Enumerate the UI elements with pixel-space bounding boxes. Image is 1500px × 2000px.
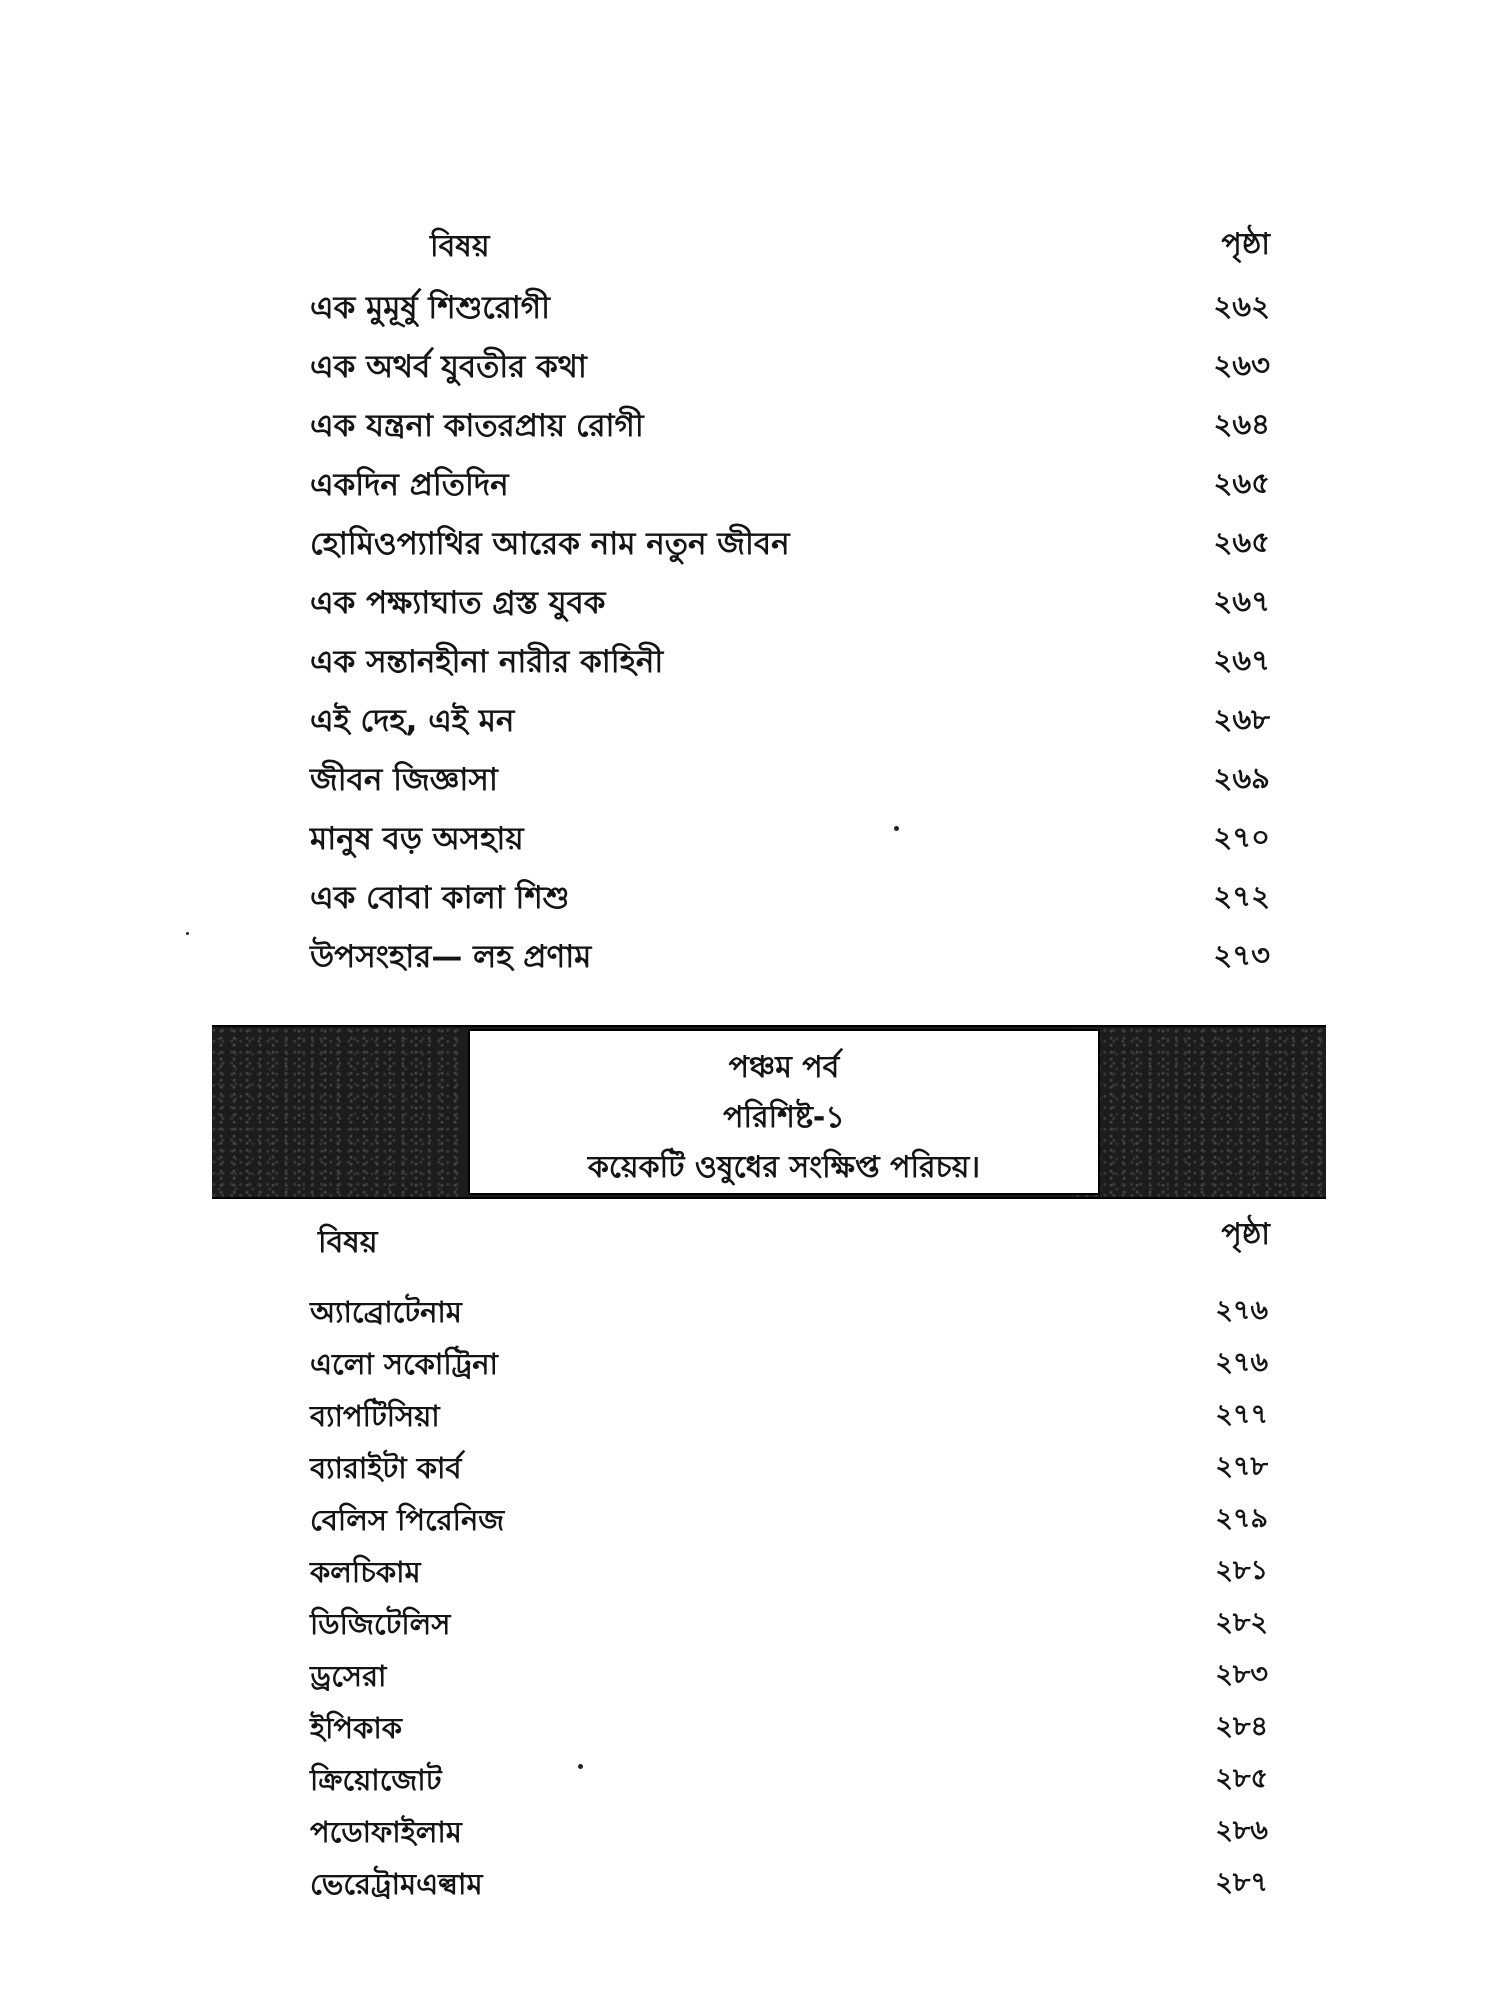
list-item (0, 756, 1500, 804)
scan-speck (578, 1764, 583, 1769)
list-item (0, 815, 1500, 863)
list-item (0, 1290, 1500, 1338)
entry-page: ২৮৪ (1215, 1711, 1268, 1742)
entry-title: এই দেহ, এই মন (310, 703, 515, 739)
entry-page: ২৮৭ (1215, 1867, 1268, 1898)
entry-title: ব্যারাইটা কার্ব (310, 1451, 462, 1485)
banner-texture-right (1076, 1027, 1326, 1197)
section1-header-page: পৃষ্ঠা (1221, 227, 1270, 262)
entry-page: ২৮৩ (1215, 1659, 1268, 1690)
entry-title: ডিজিটেলিস (310, 1607, 451, 1641)
list-item (0, 461, 1500, 509)
entry-title: অ্যাব্রোটেনাম (310, 1295, 462, 1329)
entry-title: এক বোবা কালা শিশু (310, 880, 570, 916)
entry-page: ২৬৩ (1213, 348, 1270, 382)
list-item (0, 933, 1500, 981)
banner-texture-left (212, 1027, 462, 1197)
entry-page: ২৬৫ (1213, 466, 1270, 500)
list-item (0, 1498, 1500, 1546)
section1-header-topic: বিষয় (430, 229, 490, 264)
list-item (0, 520, 1500, 568)
list-item (0, 1602, 1500, 1650)
entry-page: ২৮২ (1215, 1607, 1268, 1638)
entry-page: ২৭২ (1213, 879, 1270, 913)
list-item (0, 284, 1500, 332)
list-item (0, 638, 1500, 686)
banner-title-box (468, 1029, 1100, 1195)
entry-page: ২৮৫ (1215, 1763, 1268, 1794)
list-item (0, 1810, 1500, 1858)
entry-page: ২৭০ (1213, 820, 1270, 854)
entry-title: ইপিকাক (310, 1711, 403, 1745)
entry-page: ২৭৬ (1215, 1347, 1268, 1378)
entry-page: ২৬৯ (1213, 761, 1270, 795)
entry-title: কলচিকাম (310, 1555, 421, 1589)
entry-title: একদিন প্রতিদিন (310, 467, 509, 503)
section2-header-page: পৃষ্ঠা (1221, 1217, 1270, 1252)
entry-title: এক অথর্ব যুবতীর কথা (310, 349, 587, 385)
entry-title: বেলিস পিরেনিজ (310, 1503, 505, 1537)
entry-page: ২৭৭ (1215, 1399, 1268, 1430)
entry-page: ২৮১ (1215, 1555, 1268, 1586)
list-item (0, 1550, 1500, 1598)
entry-page: ২৮৬ (1215, 1815, 1268, 1846)
entry-page: ২৬৪ (1213, 407, 1270, 441)
entry-title: এক পক্ষ্যাঘাত গ্রস্ত যুবক (310, 585, 606, 621)
entry-page: ২৬৭ (1213, 584, 1270, 618)
list-item (0, 1394, 1500, 1442)
entry-title: এক সন্তানহীনা নারীর কাহিনী (310, 644, 664, 680)
section2-header-topic: বিষয় (318, 1225, 378, 1260)
entry-page: ২৬২ (1213, 289, 1270, 323)
entry-title: পডোফাইলাম (310, 1815, 462, 1849)
list-item (0, 1446, 1500, 1494)
list-item (0, 1862, 1500, 1910)
list-item (0, 1706, 1500, 1754)
entry-title: মানুষ বড় অসহায় (310, 821, 524, 857)
list-item (0, 1758, 1500, 1806)
entry-page: ২৭৮ (1215, 1451, 1268, 1482)
entry-page: ২৬৫ (1213, 525, 1270, 559)
list-item (0, 343, 1500, 391)
banner-subtitle: কয়েকটি ওষুধের সংক্ষিপ্ত পরিচয়। (587, 1150, 981, 1185)
entry-title: হোমিওপ্যাথির আরেক নাম নতুন জীবন (310, 526, 790, 562)
scan-speck (894, 826, 899, 831)
scan-speck (186, 932, 189, 935)
list-item (0, 1654, 1500, 1702)
list-item (0, 697, 1500, 745)
banner-part-title: পঞ্চম পর্ব (728, 1050, 840, 1085)
list-item (0, 874, 1500, 922)
entry-title: এক মুমূর্ষু শিশুরোগী (310, 290, 550, 326)
entry-page: ২৬৮ (1213, 702, 1270, 736)
entry-title: জীবন জিজ্ঞাসা (310, 762, 498, 798)
list-item (0, 579, 1500, 627)
section-banner (212, 1025, 1326, 1199)
list-item (0, 402, 1500, 450)
list-item (0, 1342, 1500, 1390)
entry-page: ২৭৬ (1215, 1295, 1268, 1326)
entry-page: ২৭৯ (1215, 1503, 1268, 1534)
banner-appendix-title: পরিশিষ্ট-১ (723, 1100, 845, 1135)
entry-title: ভেরেট্রামএল্বাম (310, 1867, 483, 1901)
entry-title: ক্রিয়োজোট (310, 1763, 442, 1797)
entry-title: উপসংহার— লহ প্রণাম (310, 939, 592, 975)
entry-title: ব্যাপটিসিয়া (310, 1399, 440, 1433)
entry-title: এক যন্ত্রনা কাতরপ্রায় রোগী (310, 408, 644, 444)
entry-page: ২৬৭ (1213, 643, 1270, 677)
entry-page: ২৭৩ (1213, 938, 1270, 972)
entry-title: ড্রসেরা (310, 1659, 387, 1693)
entry-title: এলো সকোট্রিনা (310, 1347, 498, 1381)
